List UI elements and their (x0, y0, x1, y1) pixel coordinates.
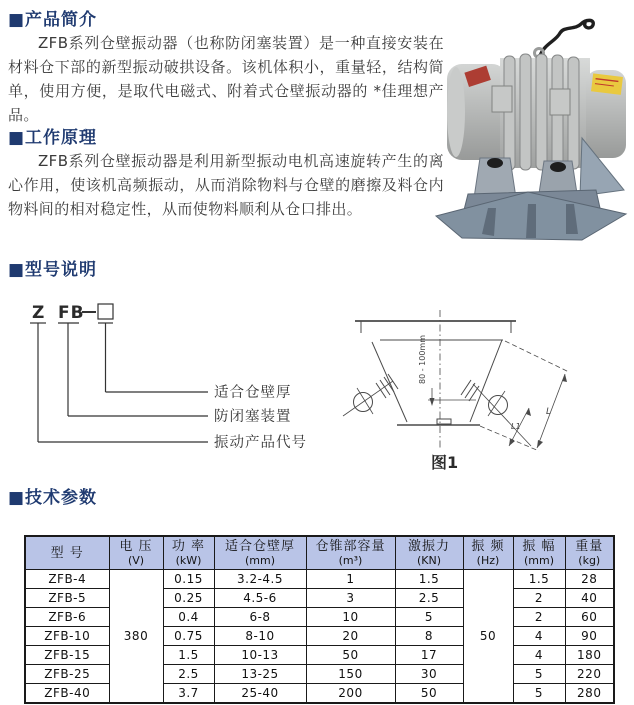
installation-figure (333, 288, 631, 478)
col-header-weight: 重量 (kg) (565, 536, 614, 570)
figure-caption: 图1 (431, 453, 459, 472)
col-header-force: 激振力 (KN) (395, 536, 463, 570)
section-title-intro: ■产品简介 (8, 10, 98, 30)
col-header-voltage: 电 压 (V) (109, 536, 163, 570)
col-header-capacity: 仓锥部容量 (m³) (306, 536, 395, 570)
cell-model: ZFB-15 (25, 646, 109, 665)
cell-wall: 25-40 (214, 684, 306, 704)
cell-power: 0.75 (163, 627, 214, 646)
cell-model: ZFB-5 (25, 589, 109, 608)
col-header-power: 功 率 (kW) (163, 536, 214, 570)
cell-weight: 40 (565, 589, 614, 608)
cell-amplitude: 5 (513, 665, 565, 684)
cell-voltage-merged: 380 (109, 570, 163, 704)
principle-paragraph: ZFB系列仓壁振动器是利用新型振动电机高速旋转产生的离心作用，使该机高频振动，从而消除物料与仓壁的磨擦及料仓内物料间的相对稳定性，从而使物料顺利从仓口排出。 (8, 152, 444, 218)
cell-force: 1.5 (395, 570, 463, 589)
cell-weight: 280 (565, 684, 614, 704)
cell-weight: 90 (565, 627, 614, 646)
cell-force: 50 (395, 684, 463, 704)
cell-force: 30 (395, 665, 463, 684)
cell-capacity: 3 (306, 589, 395, 608)
cell-model: ZFB-25 (25, 665, 109, 684)
cell-amplitude: 4 (513, 627, 565, 646)
cell-power: 0.15 (163, 570, 214, 589)
cell-weight: 220 (565, 665, 614, 684)
section-title-principle: ■工作原理 (8, 128, 98, 148)
cell-wall: 6-8 (214, 608, 306, 627)
cell-force: 2.5 (395, 589, 463, 608)
product-photo (432, 8, 634, 243)
cell-power: 2.5 (163, 665, 214, 684)
cell-model: ZFB-4 (25, 570, 109, 589)
cell-weight: 180 (565, 646, 614, 665)
cell-model: ZFB-10 (25, 627, 109, 646)
model-label-product-code: 振动产品代号 (214, 435, 307, 451)
col-header-frequency: 振 频 (Hz) (463, 536, 513, 570)
cell-capacity: 150 (306, 665, 395, 684)
section-title-params: ■技术参数 (8, 488, 98, 508)
intro-paragraph: ZFB系列仓壁振动器（也称防闭塞装置）是一种直接安装在材料仓下部的新型振动破拱设备。该机体积小，重量轻，结构简单，使用方便，是取代电磁式、附着式仓壁振动器的 *佳理想产品。 (8, 34, 444, 124)
model-code-fb: FB (58, 303, 85, 323)
cell-model: ZFB-6 (25, 608, 109, 627)
cell-power: 3.7 (163, 684, 214, 704)
model-code-diagram (18, 296, 330, 458)
figure-dim-l: L (546, 407, 552, 417)
model-label-wall-thickness: 适合仓壁厚 (214, 385, 292, 401)
cell-weight: 60 (565, 608, 614, 627)
col-header-model: 型 号 (25, 536, 109, 570)
technical-parameters-table (24, 535, 615, 704)
cell-capacity: 200 (306, 684, 395, 704)
yellow-label (591, 73, 623, 95)
cell-force: 5 (395, 608, 463, 627)
motor-body-graphic (447, 54, 626, 170)
section-title-model: ■型号说明 (8, 260, 98, 280)
cell-weight: 28 (565, 570, 614, 589)
cell-force: 17 (395, 646, 463, 665)
cell-wall: 10-13 (214, 646, 306, 665)
cell-amplitude: 2 (513, 589, 565, 608)
cell-amplitude: 2 (513, 608, 565, 627)
cell-amplitude: 4 (513, 646, 565, 665)
cell-wall: 3.2-4.5 (214, 570, 306, 589)
cell-capacity: 10 (306, 608, 395, 627)
power-cable-graphic (535, 20, 594, 57)
cell-wall: 8-10 (214, 627, 306, 646)
col-header-amplitude: 振 幅 (mm) (513, 536, 565, 570)
cell-frequency-merged: 50 (463, 570, 513, 704)
cell-power: 0.25 (163, 589, 214, 608)
cell-power: 0.4 (163, 608, 214, 627)
cell-capacity: 1 (306, 570, 395, 589)
figure-dimension-label: 80 - 100mm (418, 334, 427, 384)
model-code-z: Z (32, 303, 46, 323)
cell-amplitude: 1.5 (513, 570, 565, 589)
cell-capacity: 20 (306, 627, 395, 646)
cell-wall: 4.5-6 (214, 589, 306, 608)
col-header-wall: 适合仓壁厚 (mm) (214, 536, 306, 570)
cell-model: ZFB-40 (25, 684, 109, 704)
model-label-anti-block-device: 防闭塞装置 (214, 409, 292, 425)
figure-dim-l1: L1 (511, 422, 521, 431)
table-header-row (25, 536, 614, 570)
cell-power: 1.5 (163, 646, 214, 665)
cell-force: 8 (395, 627, 463, 646)
cell-wall: 13-25 (214, 665, 306, 684)
cell-amplitude: 5 (513, 684, 565, 704)
cell-capacity: 50 (306, 646, 395, 665)
table-row (25, 570, 614, 589)
